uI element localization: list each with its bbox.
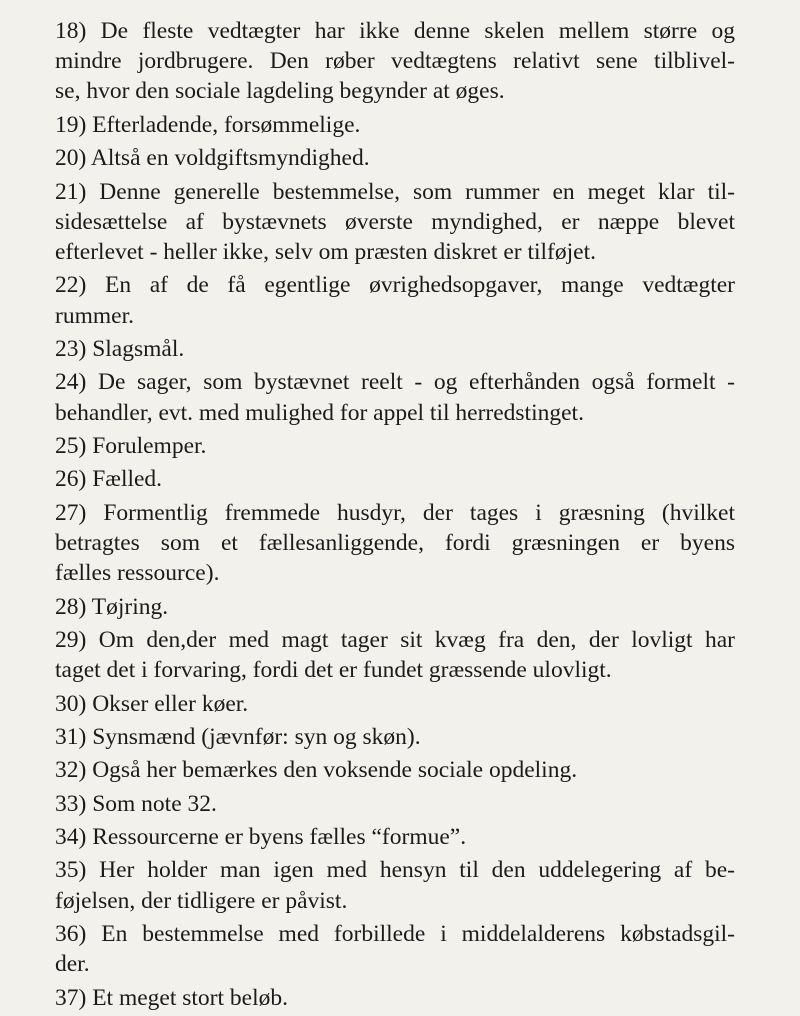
- note-line: der.: [55, 951, 90, 978]
- note-line: 32) Også her bemærkes den voksende sociale opdeling.: [55, 757, 578, 784]
- note-line: sidesættelse af bystævnets øverste myndighed, er næppe blevet: [55, 208, 735, 235]
- note-18: [55, 16, 735, 107]
- note-24: [55, 367, 735, 427]
- note-line: taget det i forvaring, fordi det er fundet græssende ulovligt.: [55, 657, 612, 684]
- note-line: fælles ressource).: [55, 560, 220, 587]
- note-line: 24) De sager, som bystævnet reelt - og efterhånden også formelt -: [55, 369, 735, 396]
- note-line: 22) En af de få egentlige øvrighedsopgaver, mange vedtægter: [55, 272, 735, 299]
- note-21: [55, 177, 735, 268]
- note-line: 26) Fælled.: [55, 466, 163, 493]
- note-29: [55, 625, 735, 685]
- note-line: 25) Forulemper.: [55, 432, 207, 459]
- note-line: se, hvor den sociale lagdeling begynder at øges.: [55, 78, 505, 105]
- note-line: rummer.: [55, 302, 134, 329]
- note-line: 23) Slagsmål.: [55, 335, 185, 362]
- note-20: [55, 143, 735, 173]
- note-line: 31) Synsmænd (jævnfør: syn og skøn).: [55, 723, 421, 750]
- note-33: [55, 789, 735, 819]
- note-line: 20) Altså en voldgiftsmyndighed.: [55, 145, 370, 172]
- note-line: 21) Denne generelle bestemmelse, som rummer en meget klar til-: [55, 178, 735, 205]
- note-line: 33) Som note 32.: [55, 790, 217, 817]
- note-line: betragtes som et fællesanliggende, fordi græsningen er byens: [55, 529, 735, 556]
- note-line: 28) Tøjring.: [55, 593, 169, 620]
- note-line: 18) De fleste vedtægter har ikke denne skelen mellem større og: [55, 18, 735, 44]
- note-line: 27) Formentlig fremmede husdyr, der tages i græsning (hvilket: [55, 499, 735, 526]
- note-line: 37) Et meget stort beløb.: [55, 984, 288, 1011]
- note-line: mindre jordbrugere. Den røber vedtægtens relativt sene tilblivel-: [55, 48, 735, 75]
- note-line: efterlevet - heller ikke, selv om præsten diskret er tilføjet.: [55, 238, 596, 265]
- note-line: føjelsen, der tidligere er påvist.: [55, 887, 348, 914]
- note-26: [55, 464, 735, 494]
- note-line: 19) Efterladende, forsømmelige.: [55, 111, 361, 138]
- note-line: behandler, evt. med mulighed for appel til herredstinget.: [55, 399, 584, 426]
- note-23: [55, 334, 735, 364]
- note-31: [55, 722, 735, 752]
- note-27: [55, 498, 735, 589]
- note-34: [55, 822, 735, 852]
- note-line: 30) Okser eller køer.: [55, 690, 249, 717]
- note-22: [55, 270, 735, 330]
- note-32: [55, 755, 735, 785]
- note-30: [55, 689, 735, 719]
- note-19: [55, 110, 735, 140]
- endnotes-list: [55, 16, 735, 1016]
- note-line: 29) Om den,der med magt tager sit kvæg fra den, der lovligt har: [55, 626, 735, 653]
- note-35: [55, 855, 735, 915]
- note-25: [55, 431, 735, 461]
- note-36: [55, 919, 735, 979]
- note-37: [55, 983, 735, 1013]
- note-28: [55, 592, 735, 622]
- note-line: 35) Her holder man igen med hensyn til den uddelegering af be-: [55, 857, 735, 884]
- note-line: 34) Ressourcerne er byens fælles “formue”.: [55, 824, 467, 851]
- note-line: 36) En bestemmelse med forbillede i middelalderens købstadsgil-: [55, 921, 735, 948]
